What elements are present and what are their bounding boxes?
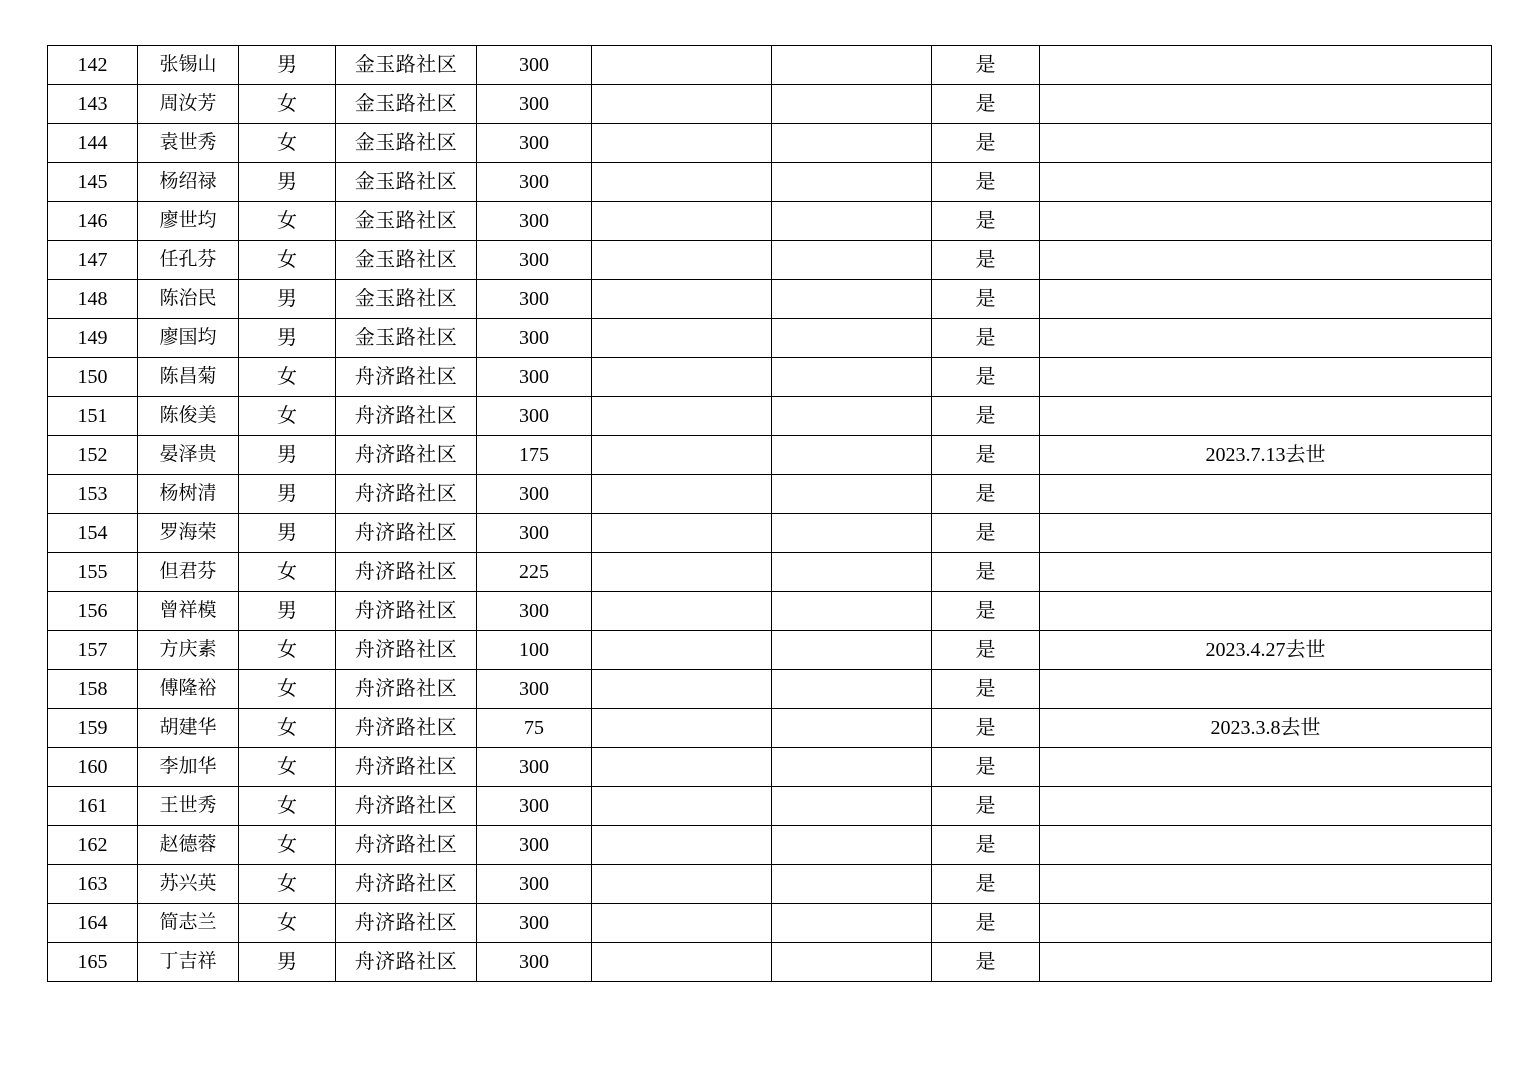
remark-cell xyxy=(1040,592,1492,631)
community-cell: 舟济路社区 xyxy=(336,514,477,553)
amount-cell: 300 xyxy=(477,514,592,553)
status-flag-cell: 是 xyxy=(932,826,1040,865)
table-row xyxy=(48,319,1492,358)
blank-cell-a xyxy=(592,904,772,943)
table-row xyxy=(48,631,1492,670)
row-number-cell: 150 xyxy=(48,358,138,397)
remark-cell xyxy=(1040,397,1492,436)
remark-cell xyxy=(1040,943,1492,982)
status-flag-cell: 是 xyxy=(932,904,1040,943)
gender-cell: 女 xyxy=(239,748,336,787)
remark-cell xyxy=(1040,319,1492,358)
gender-cell: 男 xyxy=(239,319,336,358)
status-flag-cell: 是 xyxy=(932,475,1040,514)
table-row xyxy=(48,241,1492,280)
name-cell: 胡建华 xyxy=(138,709,239,748)
blank-cell-b xyxy=(772,475,932,514)
amount-cell: 300 xyxy=(477,943,592,982)
blank-cell-b xyxy=(772,904,932,943)
row-number-cell: 153 xyxy=(48,475,138,514)
remark-cell: 2023.4.27去世 xyxy=(1040,631,1492,670)
status-flag-cell: 是 xyxy=(932,631,1040,670)
community-cell: 舟济路社区 xyxy=(336,787,477,826)
remark-cell xyxy=(1040,163,1492,202)
name-cell: 陈昌菊 xyxy=(138,358,239,397)
amount-cell: 300 xyxy=(477,124,592,163)
status-flag-cell: 是 xyxy=(932,865,1040,904)
table-row xyxy=(48,592,1492,631)
blank-cell-b xyxy=(772,319,932,358)
blank-cell-a xyxy=(592,553,772,592)
row-number-cell: 151 xyxy=(48,397,138,436)
community-cell: 舟济路社区 xyxy=(336,475,477,514)
row-number-cell: 164 xyxy=(48,904,138,943)
remark-cell xyxy=(1040,358,1492,397)
community-cell: 舟济路社区 xyxy=(336,904,477,943)
blank-cell-a xyxy=(592,709,772,748)
amount-cell: 300 xyxy=(477,358,592,397)
amount-cell: 300 xyxy=(477,397,592,436)
gender-cell: 女 xyxy=(239,865,336,904)
amount-cell: 300 xyxy=(477,280,592,319)
row-number-cell: 163 xyxy=(48,865,138,904)
amount-cell: 300 xyxy=(477,787,592,826)
blank-cell-b xyxy=(772,709,932,748)
community-cell: 舟济路社区 xyxy=(336,631,477,670)
name-cell: 廖世均 xyxy=(138,202,239,241)
table-row xyxy=(48,124,1492,163)
name-cell: 杨树清 xyxy=(138,475,239,514)
remark-cell xyxy=(1040,241,1492,280)
gender-cell: 男 xyxy=(239,592,336,631)
amount-cell: 300 xyxy=(477,670,592,709)
status-flag-cell: 是 xyxy=(932,748,1040,787)
remark-cell xyxy=(1040,748,1492,787)
name-cell: 任孔芬 xyxy=(138,241,239,280)
table-row xyxy=(48,865,1492,904)
row-number-cell: 142 xyxy=(48,46,138,85)
gender-cell: 女 xyxy=(239,241,336,280)
status-flag-cell: 是 xyxy=(932,592,1040,631)
gender-cell: 男 xyxy=(239,475,336,514)
blank-cell-a xyxy=(592,943,772,982)
gender-cell: 女 xyxy=(239,631,336,670)
remark-cell: 2023.7.13去世 xyxy=(1040,436,1492,475)
row-number-cell: 144 xyxy=(48,124,138,163)
status-flag-cell: 是 xyxy=(932,514,1040,553)
blank-cell-b xyxy=(772,46,932,85)
roster-table xyxy=(47,45,1492,982)
table-row xyxy=(48,46,1492,85)
name-cell: 方庆素 xyxy=(138,631,239,670)
community-cell: 舟济路社区 xyxy=(336,670,477,709)
gender-cell: 女 xyxy=(239,397,336,436)
blank-cell-b xyxy=(772,553,932,592)
status-flag-cell: 是 xyxy=(932,943,1040,982)
name-cell: 杨绍禄 xyxy=(138,163,239,202)
row-number-cell: 152 xyxy=(48,436,138,475)
row-number-cell: 146 xyxy=(48,202,138,241)
gender-cell: 男 xyxy=(239,436,336,475)
blank-cell-a xyxy=(592,787,772,826)
table-row xyxy=(48,280,1492,319)
amount-cell: 300 xyxy=(477,241,592,280)
community-cell: 舟济路社区 xyxy=(336,436,477,475)
gender-cell: 女 xyxy=(239,124,336,163)
blank-cell-b xyxy=(772,865,932,904)
community-cell: 金玉路社区 xyxy=(336,163,477,202)
blank-cell-b xyxy=(772,436,932,475)
blank-cell-b xyxy=(772,280,932,319)
status-flag-cell: 是 xyxy=(932,670,1040,709)
amount-cell: 300 xyxy=(477,865,592,904)
status-flag-cell: 是 xyxy=(932,319,1040,358)
name-cell: 陈治民 xyxy=(138,280,239,319)
blank-cell-a xyxy=(592,631,772,670)
blank-cell-a xyxy=(592,319,772,358)
blank-cell-a xyxy=(592,514,772,553)
status-flag-cell: 是 xyxy=(932,280,1040,319)
community-cell: 舟济路社区 xyxy=(336,748,477,787)
status-flag-cell: 是 xyxy=(932,436,1040,475)
community-cell: 舟济路社区 xyxy=(336,709,477,748)
remark-cell xyxy=(1040,553,1492,592)
name-cell: 但君芬 xyxy=(138,553,239,592)
name-cell: 曾祥模 xyxy=(138,592,239,631)
status-flag-cell: 是 xyxy=(932,241,1040,280)
remark-cell xyxy=(1040,46,1492,85)
gender-cell: 男 xyxy=(239,280,336,319)
status-flag-cell: 是 xyxy=(932,202,1040,241)
name-cell: 袁世秀 xyxy=(138,124,239,163)
row-number-cell: 147 xyxy=(48,241,138,280)
amount-cell: 300 xyxy=(477,592,592,631)
table-row xyxy=(48,787,1492,826)
table-row xyxy=(48,163,1492,202)
blank-cell-a xyxy=(592,202,772,241)
community-cell: 金玉路社区 xyxy=(336,85,477,124)
community-cell: 舟济路社区 xyxy=(336,553,477,592)
name-cell: 张锡山 xyxy=(138,46,239,85)
blank-cell-b xyxy=(772,826,932,865)
table-row xyxy=(48,826,1492,865)
amount-cell: 175 xyxy=(477,436,592,475)
blank-cell-b xyxy=(772,670,932,709)
community-cell: 舟济路社区 xyxy=(336,592,477,631)
gender-cell: 女 xyxy=(239,553,336,592)
table-row xyxy=(48,943,1492,982)
amount-cell: 300 xyxy=(477,748,592,787)
name-cell: 李加华 xyxy=(138,748,239,787)
gender-cell: 男 xyxy=(239,46,336,85)
gender-cell: 女 xyxy=(239,202,336,241)
remark-cell xyxy=(1040,124,1492,163)
gender-cell: 男 xyxy=(239,943,336,982)
table-row xyxy=(48,553,1492,592)
gender-cell: 女 xyxy=(239,85,336,124)
remark-cell: 2023.3.8去世 xyxy=(1040,709,1492,748)
amount-cell: 300 xyxy=(477,46,592,85)
blank-cell-a xyxy=(592,46,772,85)
name-cell: 丁吉祥 xyxy=(138,943,239,982)
remark-cell xyxy=(1040,202,1492,241)
remark-cell xyxy=(1040,670,1492,709)
blank-cell-a xyxy=(592,163,772,202)
blank-cell-b xyxy=(772,397,932,436)
remark-cell xyxy=(1040,85,1492,124)
table-row xyxy=(48,85,1492,124)
blank-cell-b xyxy=(772,748,932,787)
status-flag-cell: 是 xyxy=(932,124,1040,163)
name-cell: 赵德蓉 xyxy=(138,826,239,865)
row-number-cell: 148 xyxy=(48,280,138,319)
gender-cell: 男 xyxy=(239,163,336,202)
status-flag-cell: 是 xyxy=(932,85,1040,124)
community-cell: 金玉路社区 xyxy=(336,202,477,241)
name-cell: 王世秀 xyxy=(138,787,239,826)
community-cell: 舟济路社区 xyxy=(336,865,477,904)
amount-cell: 300 xyxy=(477,826,592,865)
table-row xyxy=(48,904,1492,943)
row-number-cell: 156 xyxy=(48,592,138,631)
amount-cell: 225 xyxy=(477,553,592,592)
blank-cell-b xyxy=(772,631,932,670)
row-number-cell: 161 xyxy=(48,787,138,826)
blank-cell-a xyxy=(592,475,772,514)
amount-cell: 100 xyxy=(477,631,592,670)
community-cell: 金玉路社区 xyxy=(336,319,477,358)
blank-cell-b xyxy=(772,592,932,631)
table-row xyxy=(48,436,1492,475)
amount-cell: 300 xyxy=(477,475,592,514)
row-number-cell: 157 xyxy=(48,631,138,670)
gender-cell: 女 xyxy=(239,358,336,397)
gender-cell: 女 xyxy=(239,709,336,748)
status-flag-cell: 是 xyxy=(932,163,1040,202)
name-cell: 简志兰 xyxy=(138,904,239,943)
blank-cell-b xyxy=(772,514,932,553)
amount-cell: 300 xyxy=(477,163,592,202)
row-number-cell: 165 xyxy=(48,943,138,982)
blank-cell-b xyxy=(772,202,932,241)
blank-cell-b xyxy=(772,124,932,163)
community-cell: 金玉路社区 xyxy=(336,124,477,163)
remark-cell xyxy=(1040,826,1492,865)
table-row xyxy=(48,514,1492,553)
table-row xyxy=(48,748,1492,787)
roster-body xyxy=(48,46,1492,982)
status-flag-cell: 是 xyxy=(932,787,1040,826)
row-number-cell: 159 xyxy=(48,709,138,748)
remark-cell xyxy=(1040,475,1492,514)
blank-cell-b xyxy=(772,163,932,202)
blank-cell-b xyxy=(772,85,932,124)
name-cell: 晏泽贵 xyxy=(138,436,239,475)
community-cell: 舟济路社区 xyxy=(336,826,477,865)
gender-cell: 女 xyxy=(239,670,336,709)
remark-cell xyxy=(1040,865,1492,904)
name-cell: 傅隆裕 xyxy=(138,670,239,709)
row-number-cell: 162 xyxy=(48,826,138,865)
blank-cell-a xyxy=(592,436,772,475)
table-row xyxy=(48,358,1492,397)
blank-cell-a xyxy=(592,280,772,319)
table-row xyxy=(48,397,1492,436)
amount-cell: 300 xyxy=(477,202,592,241)
blank-cell-b xyxy=(772,787,932,826)
community-cell: 金玉路社区 xyxy=(336,280,477,319)
row-number-cell: 155 xyxy=(48,553,138,592)
name-cell: 罗海荣 xyxy=(138,514,239,553)
blank-cell-a xyxy=(592,85,772,124)
community-cell: 舟济路社区 xyxy=(336,358,477,397)
blank-cell-a xyxy=(592,358,772,397)
community-cell: 金玉路社区 xyxy=(336,46,477,85)
row-number-cell: 149 xyxy=(48,319,138,358)
gender-cell: 女 xyxy=(239,904,336,943)
blank-cell-a xyxy=(592,397,772,436)
blank-cell-b xyxy=(772,943,932,982)
name-cell: 周汝芳 xyxy=(138,85,239,124)
table-row xyxy=(48,475,1492,514)
blank-cell-a xyxy=(592,124,772,163)
row-number-cell: 145 xyxy=(48,163,138,202)
status-flag-cell: 是 xyxy=(932,553,1040,592)
gender-cell: 女 xyxy=(239,787,336,826)
remark-cell xyxy=(1040,280,1492,319)
amount-cell: 300 xyxy=(477,904,592,943)
table-row xyxy=(48,670,1492,709)
status-flag-cell: 是 xyxy=(932,709,1040,748)
status-flag-cell: 是 xyxy=(932,397,1040,436)
name-cell: 苏兴英 xyxy=(138,865,239,904)
name-cell: 廖国均 xyxy=(138,319,239,358)
remark-cell xyxy=(1040,904,1492,943)
community-cell: 舟济路社区 xyxy=(336,943,477,982)
amount-cell: 300 xyxy=(477,319,592,358)
blank-cell-a xyxy=(592,748,772,787)
document-page xyxy=(47,45,1491,982)
blank-cell-b xyxy=(772,241,932,280)
blank-cell-b xyxy=(772,358,932,397)
row-number-cell: 158 xyxy=(48,670,138,709)
amount-cell: 75 xyxy=(477,709,592,748)
community-cell: 舟济路社区 xyxy=(336,397,477,436)
blank-cell-a xyxy=(592,826,772,865)
table-row xyxy=(48,202,1492,241)
gender-cell: 女 xyxy=(239,826,336,865)
remark-cell xyxy=(1040,787,1492,826)
blank-cell-a xyxy=(592,592,772,631)
blank-cell-a xyxy=(592,670,772,709)
name-cell: 陈俊美 xyxy=(138,397,239,436)
community-cell: 金玉路社区 xyxy=(336,241,477,280)
row-number-cell: 154 xyxy=(48,514,138,553)
gender-cell: 男 xyxy=(239,514,336,553)
blank-cell-a xyxy=(592,241,772,280)
status-flag-cell: 是 xyxy=(932,46,1040,85)
remark-cell xyxy=(1040,514,1492,553)
table-row xyxy=(48,709,1492,748)
status-flag-cell: 是 xyxy=(932,358,1040,397)
row-number-cell: 143 xyxy=(48,85,138,124)
row-number-cell: 160 xyxy=(48,748,138,787)
amount-cell: 300 xyxy=(477,85,592,124)
blank-cell-a xyxy=(592,865,772,904)
